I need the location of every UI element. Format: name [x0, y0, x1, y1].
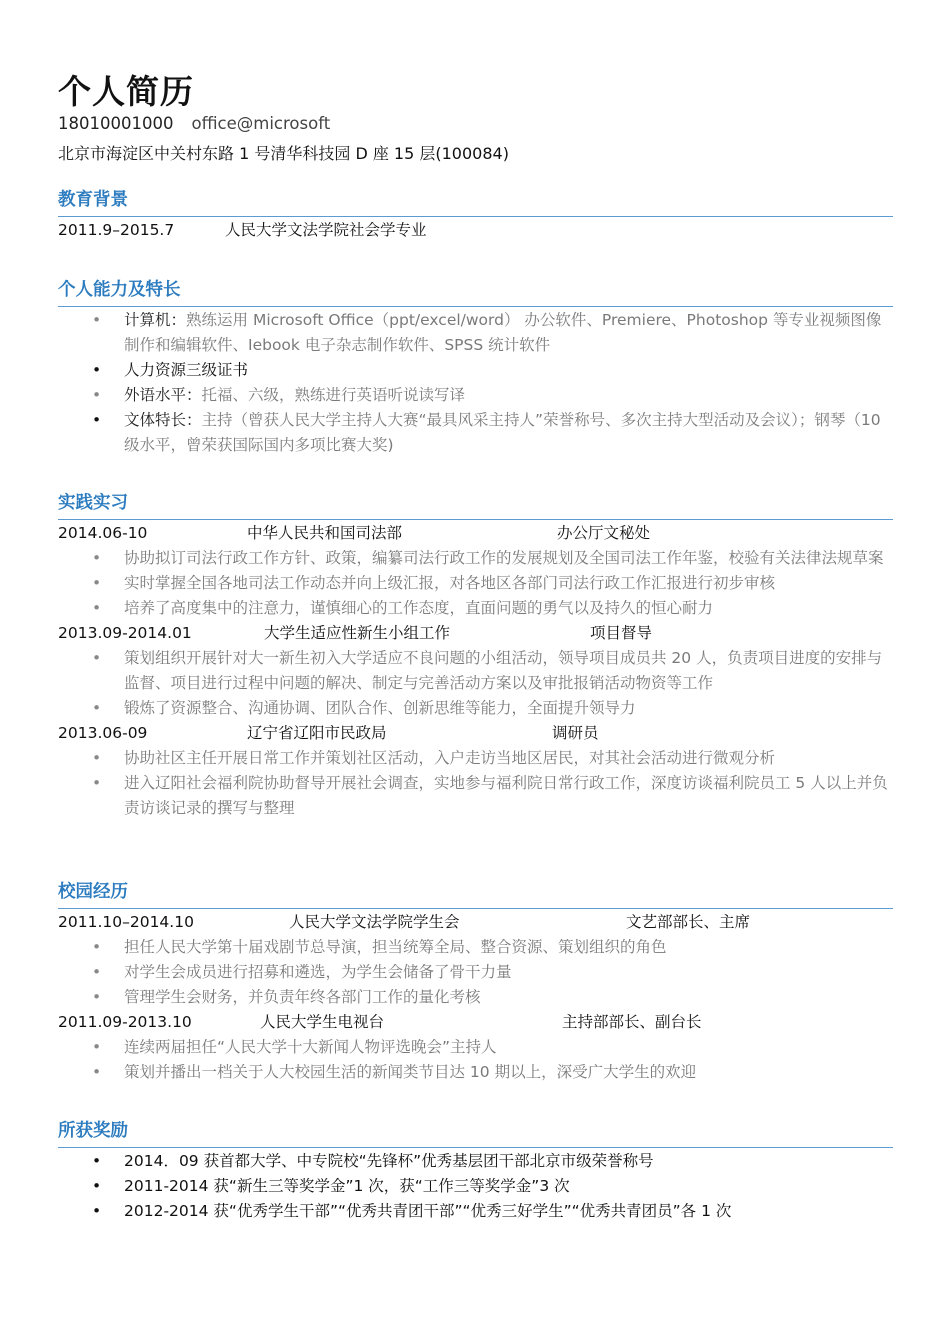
bullet-icon: •: [92, 361, 102, 379]
bullet-icon: •: [92, 963, 102, 981]
item-text: 策划并播出一档关于人大校园生活的新闻类节目达 10 期以上，深受广大学生的欢迎: [124, 1063, 697, 1081]
bullet-icon: •: [92, 774, 102, 792]
entry-bullets: [58, 646, 893, 721]
skills-list: [58, 308, 893, 458]
list-item: [58, 1199, 893, 1224]
practice-entry-header: [58, 721, 893, 746]
education-row: [58, 218, 893, 243]
section-title: 教育背景: [58, 190, 128, 210]
entry-date: 2013.06-09: [58, 724, 148, 742]
entry-org: 中华人民共和国司法部: [247, 524, 403, 542]
entry-org: 辽宁省辽阳市民政局: [247, 724, 387, 742]
bullet-icon: •: [92, 311, 102, 329]
item-text: 担任人民大学第十届戏剧节总导演，担当统筹全局、整合资源、策划组织的角色: [124, 938, 667, 956]
list-item: [58, 596, 893, 621]
bullet-icon: •: [92, 599, 102, 617]
item-text: 实时掌握全国各地司法工作动态并向上级汇报，对各地区各部门司法行政工作汇报进行初步审核: [124, 574, 776, 592]
entry-date: 2011.09-2013.10: [58, 1013, 192, 1031]
entry-date: 2014.06-10: [58, 524, 148, 542]
item-label: 外语水平：: [124, 386, 202, 404]
bullet-icon: •: [92, 699, 102, 717]
awards-list: [58, 1149, 893, 1224]
section-title: 实践实习: [58, 493, 128, 513]
list-item: [58, 358, 893, 383]
education-school: 人民大学文法学院社会学专业: [225, 221, 427, 239]
entry-date: 2011.10–2014.10: [58, 913, 194, 931]
entry-org: 大学生适应性新生小组工作: [264, 624, 451, 642]
item-text: 2014．09 获首都大学、中专院校“先锋杯”优秀基层团干部北京市级荣誉称号: [124, 1152, 654, 1170]
entry-date: 2013.09-2014.01: [58, 624, 192, 642]
item-label: 文体特长：: [124, 411, 202, 429]
section-divider: [58, 519, 893, 520]
practice-entry-header: [58, 621, 893, 646]
campus-entry-header: [58, 910, 893, 935]
list-item: [58, 408, 893, 458]
item-text: 进入辽阳社会福利院协助督导开展社会调查，实地参与福利院日常行政工作，深度访谈福利院员工 5 人以上并负责访谈记录的撰写与整理: [124, 774, 888, 817]
education-date: 2011.9–2015.7: [58, 221, 175, 239]
entry-org: 人民大学生电视台: [260, 1013, 385, 1031]
practice-entry-header: [58, 521, 893, 546]
bullet-icon: •: [92, 411, 102, 429]
list-item: [58, 308, 893, 358]
list-item: [58, 935, 893, 960]
bullet-icon: •: [92, 1202, 102, 1220]
entry-role: 项目督导: [590, 624, 653, 642]
item-text: 主持（曾获人民大学主持人大赛“最具风采主持人”荣誉称号、多次主持大型活动及会议）；钢琴（10 级水平，曾荣获国际国内多项比赛大奖): [124, 411, 881, 454]
section-divider: [58, 306, 893, 307]
item-text: 管理学生会财务，并负责年终各部门工作的量化考核: [124, 988, 481, 1006]
list-item: [58, 571, 893, 596]
list-item: [58, 771, 893, 821]
bullet-icon: •: [92, 1038, 102, 1056]
entry-role: 办公厅文秘处: [557, 524, 651, 542]
section-awards: [58, 1116, 893, 1224]
item-text: 培养了高度集中的注意力，谨慎细心的工作态度，直面问题的勇气以及持久的恒心耐力: [124, 599, 714, 617]
section-divider: [58, 908, 893, 909]
item-text: 策划组织开展针对大一新生初入大学适应不良问题的小组活动，领导项目成员共 20 人，负责项目进度的安排与监督、项目进行过程中问题的解决、制定与完善活动方案以及审批报销活动物资等工作: [124, 649, 883, 692]
item-text: 熟练运用 Microsoft Office（ppt/excel/word） 办公软件、Premiere、Photoshop 等专业视频图像制作和编辑软件、Iebook 电子杂志制作软件、SPSS 统计软件: [124, 311, 882, 354]
item-text: 连续两届担任“人民大学十大新闻人物评选晚会”主持人: [124, 1038, 497, 1056]
list-item: [58, 746, 893, 771]
bullet-icon: •: [92, 1152, 102, 1170]
bullet-icon: •: [92, 1063, 102, 1081]
section-title: 所获奖励: [58, 1121, 128, 1141]
phone-number: 18010001000: [58, 114, 174, 133]
entry-org: 人民大学文法学院学生会: [289, 913, 460, 931]
item-text: 2012-2014 获“优秀学生干部”“优秀共青团干部”“优秀三好学生”“优秀共青团员”各 1 次: [124, 1202, 732, 1220]
entry-role: 主持部部长、副台长: [562, 1013, 702, 1031]
item-text: 托福、六级，熟练进行英语听说读写译: [201, 386, 466, 404]
bullet-icon: •: [92, 649, 102, 667]
entry-bullets: [58, 746, 893, 821]
section-divider: [58, 1147, 893, 1148]
list-item: [58, 383, 893, 408]
entry-role: 调研员: [552, 724, 599, 742]
bullet-icon: •: [92, 549, 102, 567]
section-campus: [58, 877, 893, 1085]
item-text: 人力资源三级证书: [124, 361, 249, 379]
email-address: office@microsoft: [191, 114, 331, 133]
bullet-icon: •: [92, 1177, 102, 1195]
item-text: 2011-2014 获“新生三等奖学金”1 次，获“工作三等奖学金”3 次: [124, 1177, 570, 1195]
list-item: [58, 1035, 893, 1060]
list-item: [58, 546, 893, 571]
section-education: [58, 185, 893, 243]
bullet-icon: •: [92, 749, 102, 767]
contact-line: [58, 114, 330, 133]
list-item: [58, 960, 893, 985]
bullet-icon: •: [92, 938, 102, 956]
section-title: 个人能力及特长: [58, 280, 181, 300]
resume-title: 个人简历: [58, 72, 194, 111]
section-divider: [58, 216, 893, 217]
item-text: 协助拟订司法行政工作方针、政策，编纂司法行政工作的发展规划及全国司法工作年鉴，校验有关法律法规草案: [124, 549, 884, 567]
item-text: 锻炼了资源整合、沟通协调、团队合作、创新思维等能力，全面提升领导力: [124, 699, 636, 717]
list-item: [58, 646, 893, 696]
entry-bullets: [58, 546, 893, 621]
entry-role: 文艺部部长、主席: [626, 913, 751, 931]
section-title: 校园经历: [58, 882, 128, 902]
entry-bullets: [58, 935, 893, 1010]
bullet-icon: •: [92, 988, 102, 1006]
bullet-icon: •: [92, 574, 102, 592]
address: 北京市海淀区中关村东路 1 号清华科技园 D 座 15 层(100084): [58, 144, 509, 163]
list-item: [58, 696, 893, 721]
list-item: [58, 1149, 893, 1174]
item-label: 计算机：: [124, 311, 187, 329]
section-practice: [58, 488, 893, 821]
list-item: [58, 985, 893, 1010]
bullet-icon: •: [92, 386, 102, 404]
list-item: [58, 1174, 893, 1199]
item-text: 协助社区主任开展日常工作并策划社区活动，入户走访当地区居民，对其社会活动进行微观分析: [124, 749, 776, 767]
entry-bullets: [58, 1035, 893, 1085]
section-skills: [58, 275, 893, 458]
list-item: [58, 1060, 893, 1085]
campus-entry-header: [58, 1010, 893, 1035]
item-text: 对学生会成员进行招募和遴选，为学生会储备了骨干力量: [124, 963, 512, 981]
